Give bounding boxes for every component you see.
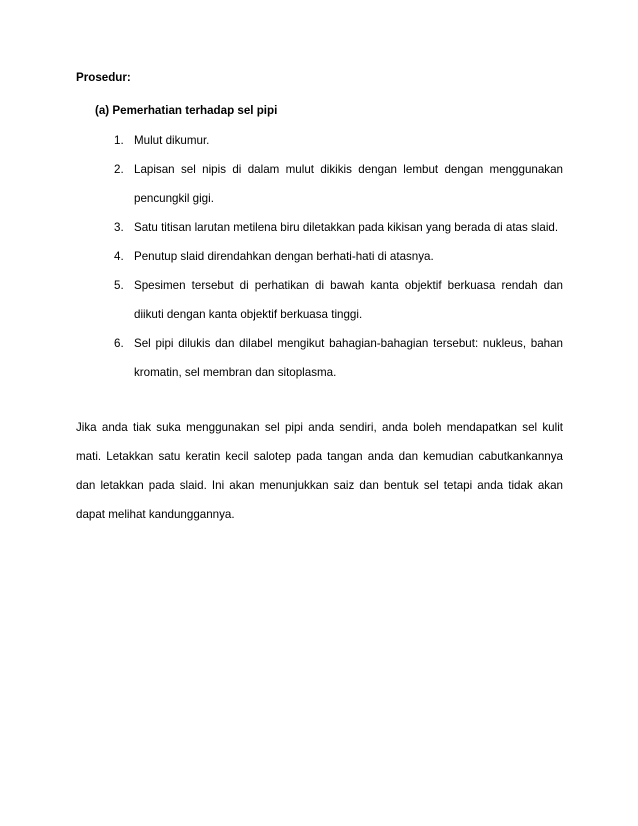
step-number: 3.: [114, 221, 124, 234]
step-text: Sel pipi dilukis dan dilabel mengikut bahagian-bahagian tersebut: nukleus, bahan kromatin, sel membran dan sitoplasma.: [134, 337, 563, 379]
step-number: 2.: [114, 163, 124, 176]
step-text: Mulut dikumur.: [134, 134, 210, 147]
step-text: Spesimen tersebut di perhatikan di bawah kanta objektif berkuasa rendah dan diikuti dengan kanta objektif berkuasa tinggi.: [134, 279, 563, 321]
step-number: 4.: [114, 250, 124, 263]
procedure-step-3: [114, 213, 563, 242]
section-heading: Prosedur:: [76, 71, 131, 84]
subsection-heading: (a) Pemerhatian terhadap sel pipi: [95, 104, 278, 117]
step-number: 5.: [114, 279, 124, 292]
procedure-step-4: [114, 242, 563, 271]
procedure-step-6: [114, 329, 563, 387]
step-text: Penutup slaid direndahkan dengan berhati-hati di atasnya.: [134, 250, 434, 263]
step-text: Lapisan sel nipis di dalam mulut dikikis dengan lembut dengan menggunakan pencungkil gigi.: [134, 163, 563, 205]
procedure-step-5: [114, 271, 563, 329]
body-paragraph: Jika anda tiak suka menggunakan sel pipi anda sendiri, anda boleh mendapatkan sel kulit mati. Letakkan satu keratin kecil salotep pada tangan anda dan kemudian cabutkankannya dan letakkan pada slaid. Ini akan menunjukkan saiz dan bentuk sel tetapi anda tidak akan dapat melihat kandunggannya.: [76, 421, 563, 521]
step-number: 6.: [114, 337, 124, 350]
procedure-step-1: [114, 126, 563, 155]
step-number: 1.: [114, 134, 124, 147]
step-text: Satu titisan larutan metilena biru diletakkan pada kikisan yang berada di atas slaid.: [134, 221, 559, 234]
procedure-steps-list: [114, 126, 563, 387]
procedure-step-2: [114, 155, 563, 213]
